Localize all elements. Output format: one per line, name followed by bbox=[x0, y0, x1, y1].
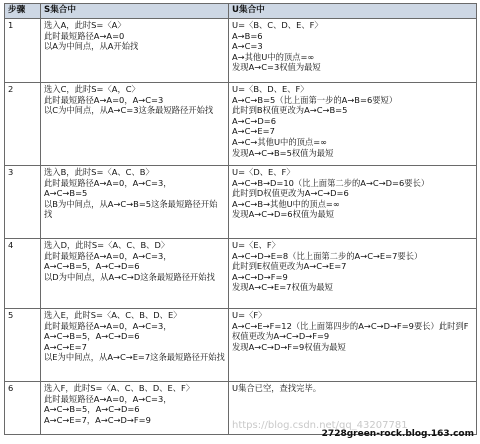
step-number: 6 bbox=[5, 382, 41, 435]
table-row bbox=[5, 19, 477, 83]
u-set-cell: U=〈D、E、F〉 A→C→B→D=10（比上面第二步的A→C→D=6要长） 此时到D权值更改为A→C→D=6 A→C→B→其他U中的顶点=∞ 发现A→C→D=6权值为最短 bbox=[229, 166, 477, 239]
step-number: 3 bbox=[5, 166, 41, 239]
s-set-cell: 选入E，此时S=〈A、C、B、D、E〉 此时最短路径A→A=0，A→C=3， A→C→B=5，A→C→D=6 A→C→E=7 以E为中间点，从A→C→E=7这条最短路径开始找 bbox=[41, 309, 229, 382]
table-row bbox=[5, 166, 477, 239]
table-row bbox=[5, 239, 477, 309]
header-s-set: S集合中 bbox=[41, 4, 229, 19]
step-number: 2 bbox=[5, 83, 41, 166]
s-set-cell: 选入B，此时S=〈A、C、B〉 此时最短路径A→A=0，A→C=3， A→C→B=5 以B为中间点，从A→C→B=5这条最短路径开始找 bbox=[41, 166, 229, 239]
header-step: 步骤 bbox=[5, 4, 41, 19]
s-set-cell: 选入F，此时S=〈A、C、B、D、E、F〉 此时最短路径A→A=0，A→C=3， A→C→B=5，A→C→D=6 A→C→E=7，A→C→D→F=9 bbox=[41, 382, 229, 435]
u-set-cell: U=〈B、C、D、E、F〉 A→B=6 A→C=3 A→其他U中的顶点=∞ 发现A→C=3权值为最短 bbox=[229, 19, 477, 83]
source-credit: 2728green-rock.blog.163.com bbox=[321, 429, 474, 439]
blog-watermark: https://blog.csdn.net/qq_43207781 bbox=[232, 420, 408, 431]
s-set-cell: 选入A，此时S=〈A〉 此时最短路径A→A=0 以A为中间点，从A开始找 bbox=[41, 19, 229, 83]
s-set-cell: 选入C，此时S=〈A，C〉 此时最短路径A→A=0，A→C=3 以C为中间点，从A→C=3这条最短路径开始找 bbox=[41, 83, 229, 166]
step-number: 5 bbox=[5, 309, 41, 382]
u-set-cell: U=〈F〉 A→C→E→F=12（比上面第四步的A→C→D→F=9要长）此时到F权值更改为A→C→D→F=9 发现A→C→D→F=9权值为最短 bbox=[229, 309, 477, 382]
s-set-cell: 选入D，此时S=〈A、C、B、D〉 此时最短路径A→A=0，A→C=3， A→C→B=5，A→C→D=6 以D为中间点，从A→C→D这条最短路径开始找 bbox=[41, 239, 229, 309]
header-u-set: U集合中 bbox=[229, 4, 477, 19]
u-set-cell: U集合已空，查找完毕。 bbox=[229, 382, 477, 435]
table-row bbox=[5, 83, 477, 166]
u-set-cell: U=〈E、F〉 A→C→D→E=8（比上面第二步的A→C→E=7要长） 此时到E权值更改为A→C→E=7 A→C→D→F=9 发现A→C→E=7权值为最短 bbox=[229, 239, 477, 309]
u-set-cell: U=〈B、D、E、F〉 A→C→B=5（比上面第一步的A→B=6要短） 此时到B权值更改为A→C→B=5 A→C→D=6 A→C→E=7 A→C→其他U中的顶点=∞ 发现A→C→B=5权值为最短 bbox=[229, 83, 477, 166]
dijkstra-steps-table bbox=[4, 3, 477, 435]
table-header-row bbox=[5, 4, 477, 19]
table-row bbox=[5, 309, 477, 382]
step-number: 4 bbox=[5, 239, 41, 309]
step-number: 1 bbox=[5, 19, 41, 83]
